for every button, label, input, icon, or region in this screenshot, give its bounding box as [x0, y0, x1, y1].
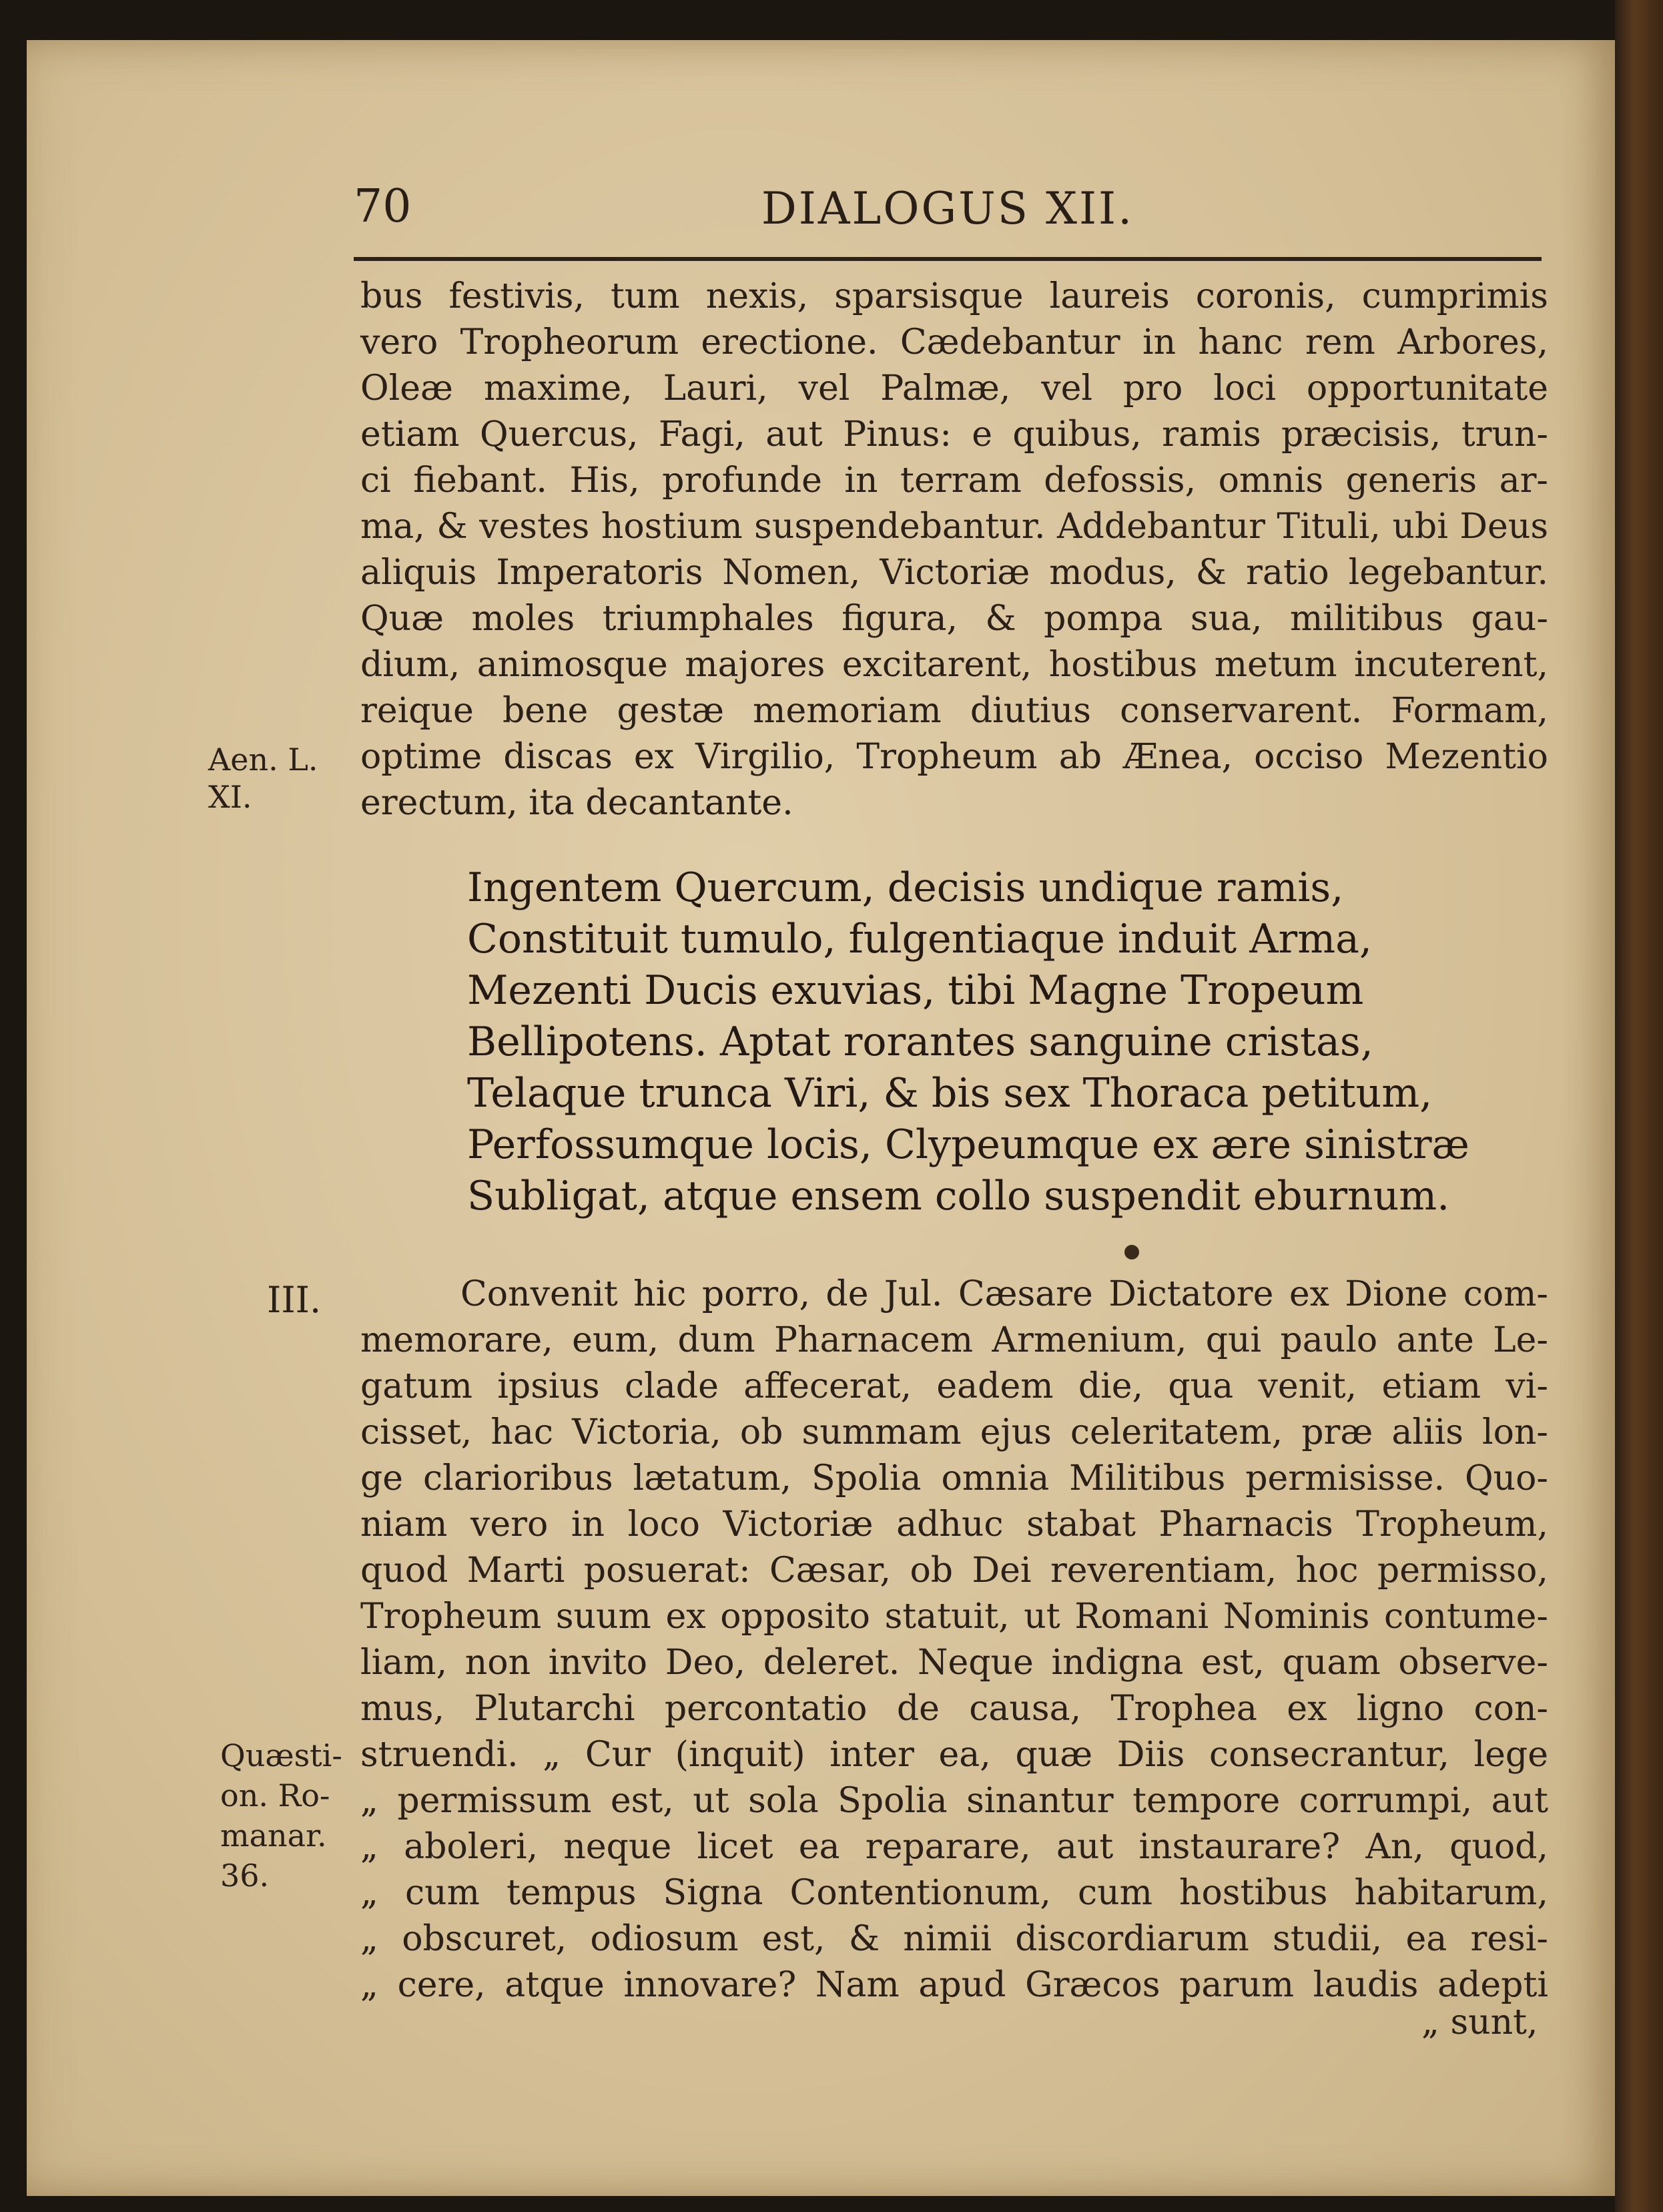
- text-line: erectum, ita decantante.: [360, 783, 793, 823]
- text-line: struendi. „ Cur (inquit) inter ea, quæ Diis consecrantur, lege: [360, 1735, 1548, 1775]
- text-line: „ aboleri, neque licet ea reparare, aut instaurare? An, quod,: [360, 1827, 1548, 1867]
- section-number: III.: [267, 1279, 322, 1321]
- text-line: Oleæ maxime, Lauri, vel Palmæ, vel pro loci opportunitate: [360, 368, 1548, 408]
- text-line: dium, animosque majores excitarent, hostibus metum incuterent,: [360, 645, 1548, 685]
- header-rule: [354, 257, 1542, 261]
- margin-note-line: 36.: [220, 1858, 270, 1894]
- paragraph-caesar: [360, 1272, 1548, 2008]
- ornament-dot: [1124, 1245, 1139, 1260]
- text-line: „ cere, atque innovare? Nam apud Græcos parum laudis adepti: [360, 1965, 1548, 2005]
- text-line: optime discas ex Virgilio, Tropheum ab Ænea, occiso Mezentio: [360, 737, 1548, 777]
- verse-line: Subligat, atque ensem collo suspendit eburnum.: [467, 1173, 1450, 1219]
- margin-note-line: on. Ro-: [220, 1777, 330, 1814]
- text-line: ma, & vestes hostium suspendebantur. Addebantur Tituli, ubi Deus: [360, 507, 1548, 547]
- margin-note-line: Quæsti-: [220, 1737, 342, 1773]
- text-line: Tropheum suum ex opposito statuit, ut Romani Nominis contume-: [360, 1597, 1548, 1637]
- catchword: „ sunt,: [1421, 2002, 1538, 2042]
- text-line: gatum ipsius clade affecerat, eadem die, qua venit, etiam vi-: [360, 1366, 1548, 1406]
- margin-note-line: XI.: [208, 779, 252, 815]
- verse-line: Ingentem Quercum, decisis undique ramis,: [467, 864, 1344, 911]
- text-line: Quæ moles triumphales figura, & pompa sua, militibus gau-: [360, 599, 1548, 639]
- text-line: etiam Quercus, Fagi, aut Pinus: e quibus, ramis præcisis, trun-: [360, 414, 1548, 455]
- verse-line: Telaque trunca Viri, & bis sex Thoraca petitum,: [467, 1070, 1433, 1117]
- text-line: Convenit hic porro, de Jul. Cæsare Dictatore ex Dione com-: [460, 1274, 1548, 1314]
- text-line: bus festivis, tum nexis, sparsisque laureis coronis, cumprimis: [360, 276, 1548, 316]
- text-line: aliquis Imperatoris Nomen, Victoriæ modus, & ratio legebantur.: [360, 553, 1548, 593]
- running-head: DIALOGUS XII.: [761, 183, 1134, 234]
- paragraph-trophies: [360, 274, 1548, 826]
- margin-note-line: manar.: [220, 1818, 327, 1854]
- margin-note-line: Aen. L.: [208, 742, 318, 778]
- verse-line: Mezenti Ducis exuvias, tibi Magne Tropeum: [467, 967, 1364, 1014]
- text-line: cisset, hac Victoria, ob summam ejus celeritatem, præ aliis lon-: [360, 1412, 1548, 1452]
- text-line: reique bene gestæ memoriam diutius conservarent. Formam,: [360, 691, 1548, 731]
- text-line: vero Tropheorum erectione. Cædebantur in hanc rem Arbores,: [360, 322, 1548, 362]
- text-line: quod Marti posuerat: Cæsar, ob Dei reverentiam, hoc permisso,: [360, 1551, 1548, 1591]
- verse-line: Perfossumque locis, Clypeumque ex ære sinistræ: [467, 1121, 1469, 1168]
- verse-quotation: [467, 862, 1508, 1222]
- book-spine: [1615, 0, 1663, 2212]
- page-header: [354, 180, 1542, 260]
- text-line: memorare, eum, dum Pharnacem Armenium, qui paulo ante Le-: [360, 1320, 1548, 1360]
- text-line: ge clarioribus lætatum, Spolia omnia Militibus permisisse. Quo-: [360, 1458, 1548, 1498]
- margin-note-plutarch: [220, 1735, 354, 1896]
- verse-line: Bellipotens. Aptat rorantes sanguine cristas,: [467, 1019, 1373, 1065]
- text-line: liam, non invito Deo, deleret. Neque indigna est, quam observe-: [360, 1643, 1548, 1683]
- text-line: niam vero in loco Victoriæ adhuc stabat Pharnacis Tropheum,: [360, 1504, 1548, 1545]
- text-line: „ permissum est, ut sola Spolia sinantur tempore corrumpi, aut: [360, 1781, 1548, 1821]
- margin-note-aeneid: [208, 741, 342, 816]
- text-line: mus, Plutarchi percontatio de causa, Trophea ex ligno con-: [360, 1689, 1548, 1729]
- text-line: „ obscuret, odiosum est, & nimii discordiarum studii, ea resi-: [360, 1919, 1548, 1959]
- verse-line: Constituit tumulo, fulgentiaque induit Arma,: [467, 916, 1372, 962]
- text-line: „ cum tempus Signa Contentionum, cum hostibus habitarum,: [360, 1873, 1548, 1913]
- page-number: 70: [354, 180, 412, 233]
- text-line: ci fiebant. His, profunde in terram defossis, omnis generis ar-: [360, 461, 1548, 501]
